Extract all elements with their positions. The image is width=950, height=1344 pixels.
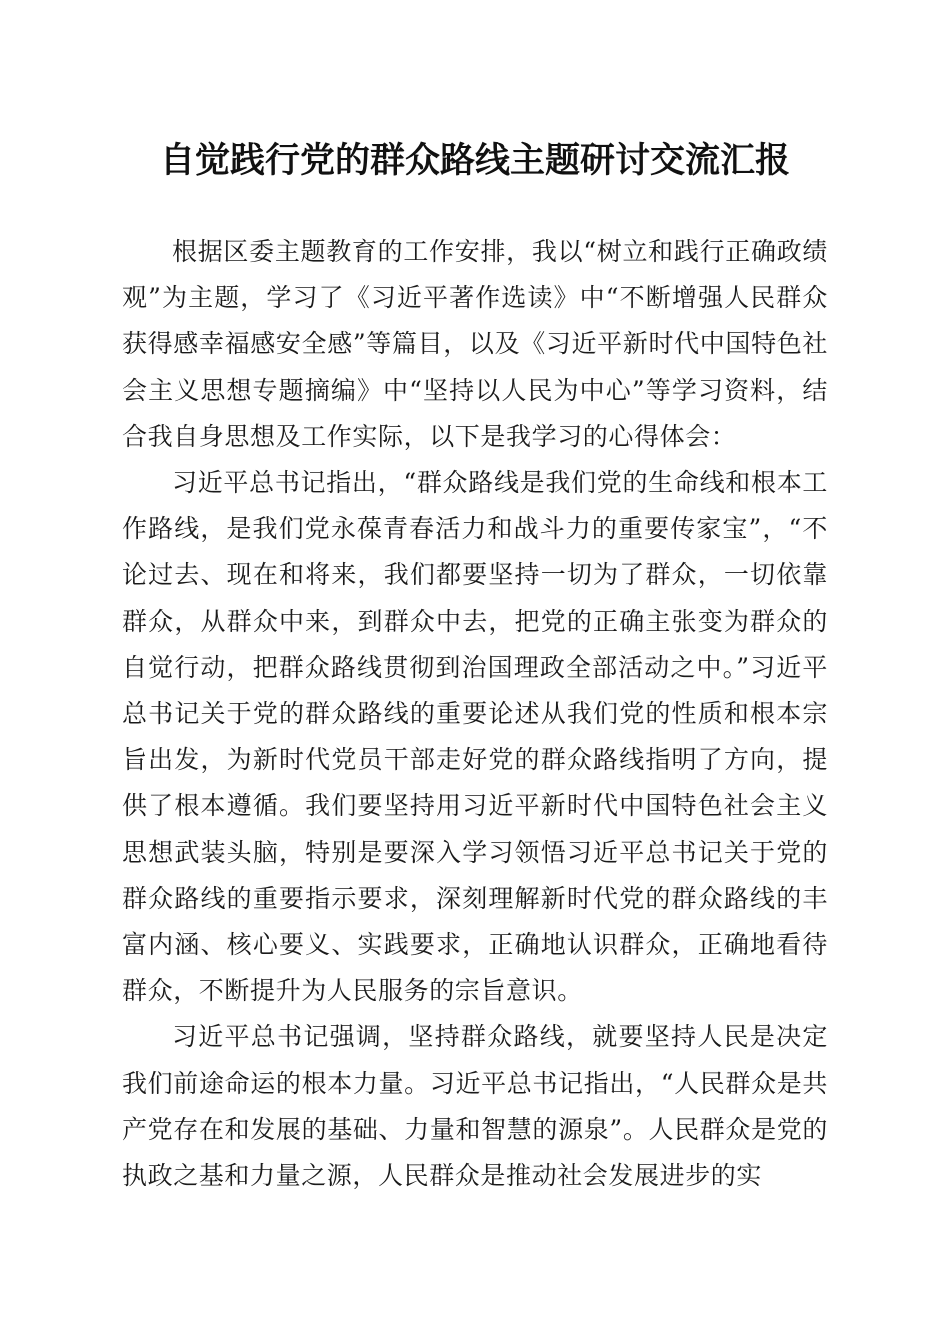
- document-title: 自觉践行党的群众路线主题研讨交流汇报: [159, 140, 790, 181]
- paragraph-people-power: 习近平总书记强调，坚持群众路线，就要坚持人民是决定我们前途命运的根本力量。习近平总书记指出，“人民群众是共产党存在和发展的基础、力量和智慧的源泉”。人民群众是党的执政之基和力量之源，人民群众是推动社会发展进步的实: [122, 1022, 828, 1191]
- document-body: [122, 229, 828, 1199]
- paragraph-intro: 根据区委主题教育的工作安排，我以“树立和践行正确政绩观”为主题，学习了《习近平著作选读》中“不断增强人民群众获得感幸福感安全感”等篇目，以及《习近平新时代中国特色社会主义思想专题摘编》中“坚持以人民为中心”等学习资料，结合我自身思想及工作实际，以下是我学习的心得体会：: [122, 237, 828, 451]
- paragraph-mass-line: 习近平总书记指出，“群众路线是我们党的生命线和根本工作路线，是我们党永葆青春活力和战斗力的重要传家宝”，“不论过去、现在和将来，我们都要坚持一切为了群众，一切依靠群众，从群众中来，到群众中去，把党的正确主张变为群众的自觉行动，把群众路线贯彻到治国理政全部活动之中。”习近平总书记关于党的群众路线的重要论述从我们党的性质和根本宗旨出发，为新时代党员干部走好党的群众路线指明了方向，提供了根本遵循。我们要坚持用习近平新时代中国特色社会主义思想武装头脑，特别是要深入学习领悟习近平总书记关于党的群众路线的重要指示要求，深刻理解新时代党的群众路线的丰富内涵、核心要义、实践要求，正确地认识群众，正确地看待群众，不断提升为人民服务的宗旨意识。: [122, 468, 828, 1006]
